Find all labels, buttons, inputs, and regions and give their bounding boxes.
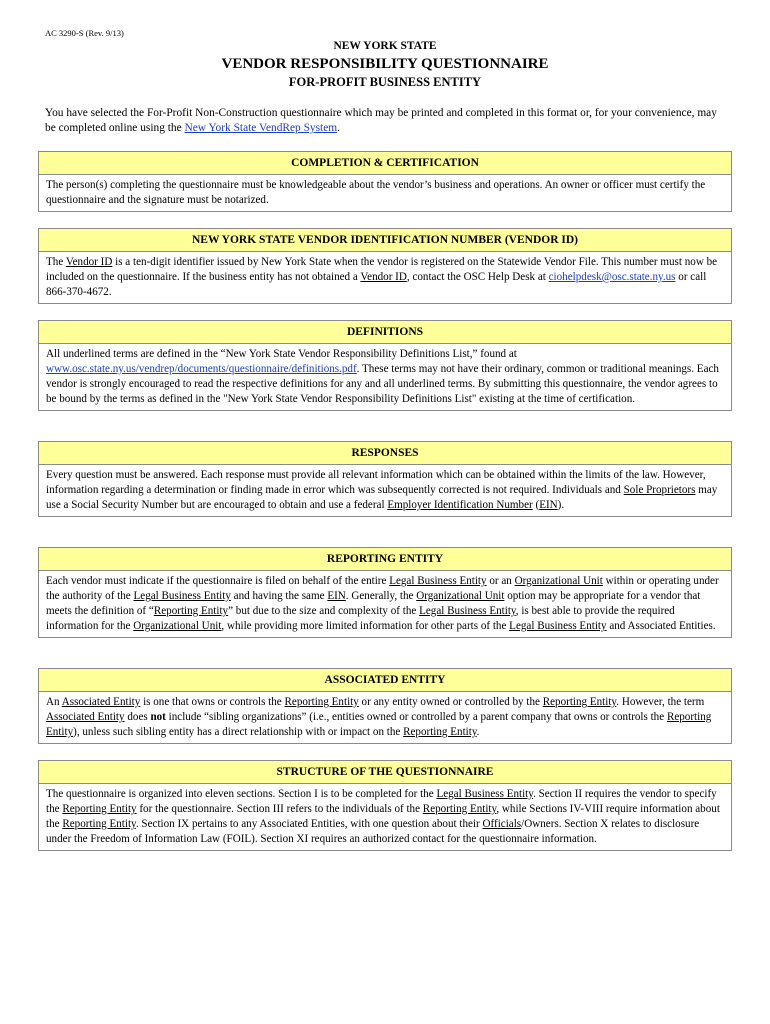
defined-term: Vendor ID	[360, 270, 407, 283]
reporting-entity-heading: REPORTING ENTITY	[39, 548, 731, 571]
structure-heading: STRUCTURE OF THE QUESTIONNAIRE	[39, 761, 731, 784]
defined-term: EIN	[539, 498, 558, 511]
reporting-entity-section	[38, 547, 732, 638]
defined-term: Reporting Entity	[284, 696, 359, 708]
defined-term: Associated Entity	[61, 696, 141, 708]
defined-term: Reporting Entity	[542, 696, 617, 708]
structure-body: The questionnaire is organized into eleven sections. Section I is to be completed for the Legal Business Entity. Section II requires the vendor to specify the Reporting Entity for the questionnaire. Section III refers to the individuals of the Reporting Entity, while Sections IV-VIII require information about the Reporting Entity. Section IX pertains to any Associated Entities, with one question about their Officials/Owners. Section X relates to disclosure under the Freedom of Information Law (FOIL). Section XI requires an authorized contact for the questionnaire information.	[46, 788, 720, 845]
defined-term: Legal Business Entity	[389, 575, 487, 587]
vendor-id-section	[38, 228, 732, 304]
inline-link[interactable]: ciohelpdesk@osc.state.ny.us	[548, 270, 676, 283]
defined-term: Employer Identification Number	[387, 498, 533, 511]
defined-term: Legal Business Entity	[436, 788, 534, 800]
associated-entity-body: An Associated Entity is one that owns or controls the Reporting Entity or any entity owned or controlled by the Reporting Entity. However, the term Associated Entity does not include “sibling organizations” (i.e., entities owned or controlled by a parent company that owns or controls the Reporting Entity), unless such sibling entity has a direct relationship with or impact on the Reporting Entity.	[46, 696, 712, 738]
associated-entity-heading: ASSOCIATED ENTITY	[39, 669, 731, 692]
completion-body: The person(s) completing the questionnaire must be knowledgeable about the vendor’s business and operations. An owner or officer must certify the questionnaire and the signature must be notarized.	[46, 179, 706, 206]
defined-term: Legal Business Entity	[419, 604, 516, 617]
defined-term: Organizational Unit	[514, 575, 603, 587]
completion-section	[38, 151, 732, 212]
intro-text: You have selected the For-Profit Non-Construction questionnaire which may be printed and completed in this format or, for your convenience, may be completed online using the	[45, 107, 717, 134]
defined-term: Sole Proprietors	[623, 483, 696, 496]
defined-term: Reporting Entity	[62, 817, 136, 830]
structure-section	[38, 760, 732, 851]
definitions-heading: DEFINITIONS	[39, 321, 731, 344]
defined-term: Reporting Entity	[403, 725, 477, 738]
reporting-entity-body: Each vendor must indicate if the questionnaire is filed on behalf of the entire Legal Business Entity or an Organizational Unit within or operating under the authority of the Legal Business Entity and having the same EIN. Generally, the Organizational Unit option may be appropriate for a vendor that meets the definition of “Reporting Entity” but due to the size and complexity of the Legal Business Entity, is best able to provide the required information for the Organizational Unit, while providing more limited information for other parts of the Legal Business Entity and Associated Entities.	[46, 575, 719, 632]
defined-term: Vendor ID	[65, 256, 113, 268]
defined-term: EIN	[327, 589, 346, 602]
definitions-body: All underlined terms are defined in the “New York State Vendor Responsibility Definitions List,” found at www.osc.state.ny.us/vendrep/documents/questionnaire/definitions.pdf. These terms may not have their ordinary, common or traditional meanings. Each vendor is strongly encouraged to read the respective definitions for any and all underlined terms. By submitting this questionnaire, the vendor agrees to be bound by the terms as defined in the "New York State Vendor Responsibility Definitions List" existing at the time of certification.	[46, 348, 719, 405]
defined-term: Legal Business Entity	[133, 589, 231, 602]
state-heading: NEW YORK STATE	[333, 40, 437, 52]
defined-term: Associated Entity	[46, 710, 125, 723]
responses-body: Every question must be answered. Each response must provide all relevant information which can be obtained within the limits of the law. However, information regarding a determination or finding made in error which was subsequently corrected is not required. Individuals and Sole Proprietors may use a Social Security Number but are encouraged to obtain and use a federal Employer Identification Number (EIN).	[46, 469, 718, 511]
defined-term: Legal Business Entity	[509, 619, 607, 632]
defined-term: Officials	[482, 817, 522, 830]
page-title: VENDOR RESPONSIBILITY QUESTIONNAIRE	[221, 56, 549, 72]
defined-term: Organizational Unit	[133, 619, 222, 632]
responses-heading: RESPONSES	[39, 442, 731, 465]
vendor-id-heading: NEW YORK STATE VENDOR IDENTIFICATION NUMBER (VENDOR ID)	[39, 229, 731, 252]
form-id: AC 3290-S (Rev. 9/13)	[45, 28, 124, 38]
associated-entity-section	[38, 668, 732, 744]
defined-term: Reporting Entity	[46, 710, 712, 738]
vendor-id-body: The Vendor ID is a ten-digit identifier issued by New York State when the vendor is registered on the Statewide Vendor File. This number must now be included on the questionnaire. If the business entity has not obtained a Vendor ID, contact the OSC Help Desk at ciohelpdesk@osc.state.ny.us or call 866-370-4672.	[46, 256, 718, 298]
emphasis: not	[150, 710, 166, 723]
definitions-section	[38, 320, 732, 411]
intro-paragraph	[45, 106, 725, 136]
completion-heading: COMPLETION & CERTIFICATION	[39, 152, 731, 175]
page-subtitle: FOR-PROFIT BUSINESS ENTITY	[288, 75, 482, 89]
responses-section	[38, 441, 732, 517]
defined-term: Organizational Unit	[416, 589, 505, 602]
vendrep-system-link[interactable]: New York State VendRep System	[184, 122, 338, 134]
intro-text-end: .	[337, 122, 340, 134]
defined-term: Reporting Entity	[62, 802, 137, 815]
defined-term: Reporting Entity	[153, 604, 229, 617]
inline-link[interactable]: www.osc.state.ny.us/vendrep/documents/questionnaire/definitions.pdf	[46, 362, 357, 375]
defined-term: Reporting Entity	[422, 802, 497, 815]
